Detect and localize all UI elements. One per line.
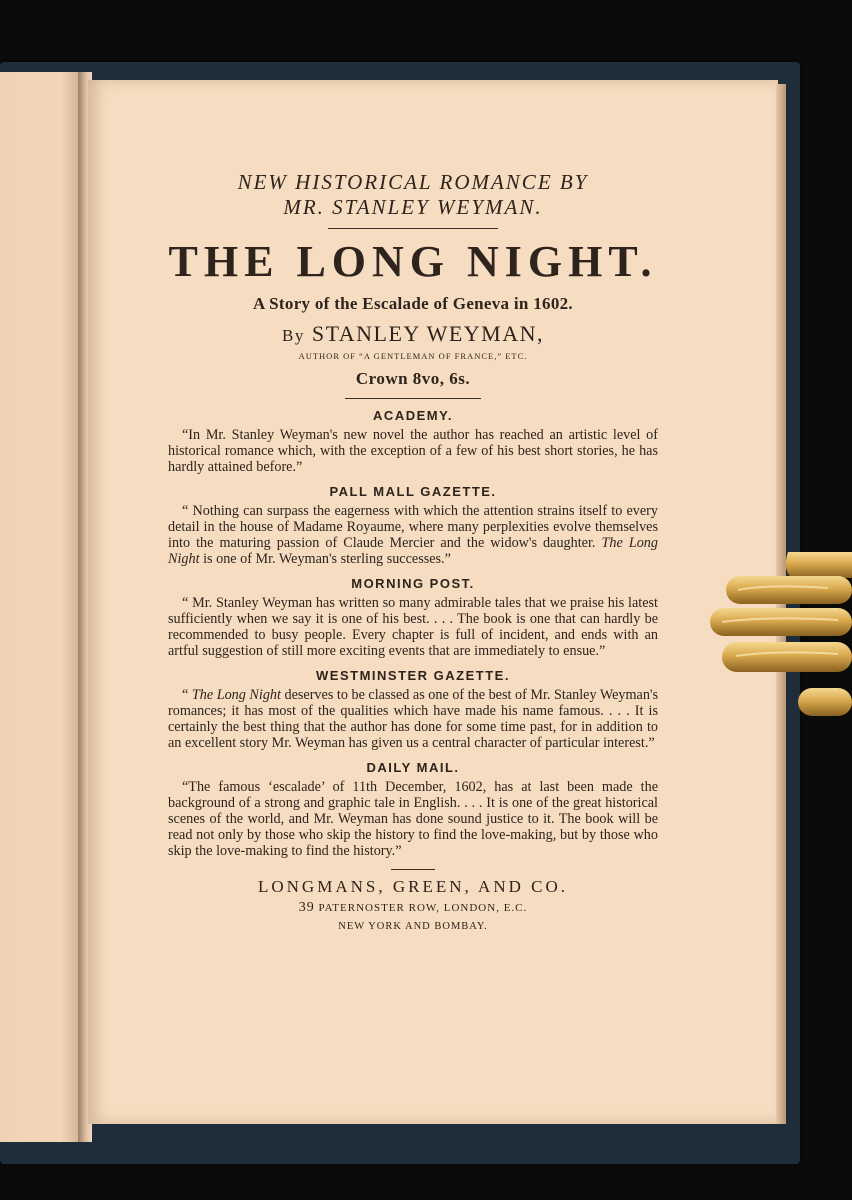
review-academy	[168, 407, 658, 475]
review-quote: “ Mr. Stanley Weyman has written so many admirable tales that we praise his latest sufficiently when we say it is one of his best. . . . The book is one that can hardly be recommended to busy people. Every chapter is full of incident, and ends with an artful suggestion of still more exciting events that are immediately to ensue.”	[168, 595, 658, 659]
advertisement-page	[168, 170, 658, 934]
brass-hand-bookmark-icon	[708, 550, 852, 720]
divider	[345, 398, 481, 399]
review-quote: “The famous ‘escalade’ of 11th December, 1602, has at last been made the background of a strong and graphic tale in English. . . . It is one of the great historical scenes of the world, and Mr. Weyman has done sound justice to it. The book will be read not only by those who skip the history to find the love-making, but by those who skip the love-making to find the history.”	[168, 779, 658, 859]
review-quote	[168, 503, 658, 567]
review-source: PALL MALL GAZETTE.	[329, 484, 497, 499]
book-format-price: Crown 8vo, 6s.	[355, 369, 471, 388]
quote-text: “	[182, 687, 192, 703]
review-source: MORNING POST.	[351, 576, 475, 591]
author-name: STANLEY WEYMAN,	[311, 321, 544, 346]
divider	[328, 228, 498, 229]
quote-book-title: The Long Night	[191, 687, 281, 703]
promo-line-2: MR. STANLEY WEYMAN.	[283, 195, 543, 219]
review-source: ACADEMY.	[373, 408, 453, 423]
quote-text: deserves to be classed as one of the best of Mr. Stanley Weyman's romances; it has most of the qualities which have made his name famous. . . . It is certainly the best thing that the author has done for some time past, for in addition to an excellent story Mr. Weyman has given us a central character of particular interest.”	[168, 687, 658, 751]
author-note: AUTHOR OF “A GENTLEMAN OF FRANCE,” ETC.	[298, 351, 528, 361]
publisher-cities: NEW YORK AND BOMBAY.	[338, 921, 488, 932]
address-street: PATERNOSTER ROW, LONDON, E.C.	[318, 902, 528, 914]
book-subtitle: A Story of the Escalade of Geneva in 1602.	[252, 294, 573, 313]
divider	[391, 869, 435, 870]
promo-line-1: NEW HISTORICAL ROMANCE BY	[237, 170, 589, 194]
address-number: 39	[298, 900, 315, 915]
review-source: DAILY MAIL.	[366, 760, 460, 775]
publisher-name: LONGMANS, GREEN, AND CO.	[257, 877, 568, 896]
review-westminster-gazette	[168, 667, 658, 751]
publisher-address	[168, 900, 658, 916]
review-morning-post	[168, 575, 658, 659]
quote-text: “ Nothing can surpass the eagerness with which the attention strains itself to every detail in the house of Madame Royaume, where many perplexities evolve themselves into the maturing passion of Claude Mercier and the widow's daughter.	[168, 503, 658, 551]
review-quote	[168, 687, 658, 751]
left-page	[0, 72, 86, 1142]
book-title: THE LONG NIGHT.	[168, 237, 658, 286]
byline	[168, 321, 658, 349]
review-quote: “In Mr. Stanley Weyman's new novel the author has reached an artistic level of historical romance which, with the exception of a few of his best short stories, he has hardly attained before.”	[168, 427, 658, 475]
review-source: WESTMINSTER GAZETTE.	[316, 668, 510, 683]
review-pall-mall-gazette	[168, 483, 658, 567]
review-daily-mail	[168, 759, 658, 859]
quote-text: is one of Mr. Weyman's sterling successes.”	[199, 551, 451, 567]
quote-book-title: The Long Night	[168, 535, 658, 567]
by-prefix: By	[281, 326, 305, 345]
